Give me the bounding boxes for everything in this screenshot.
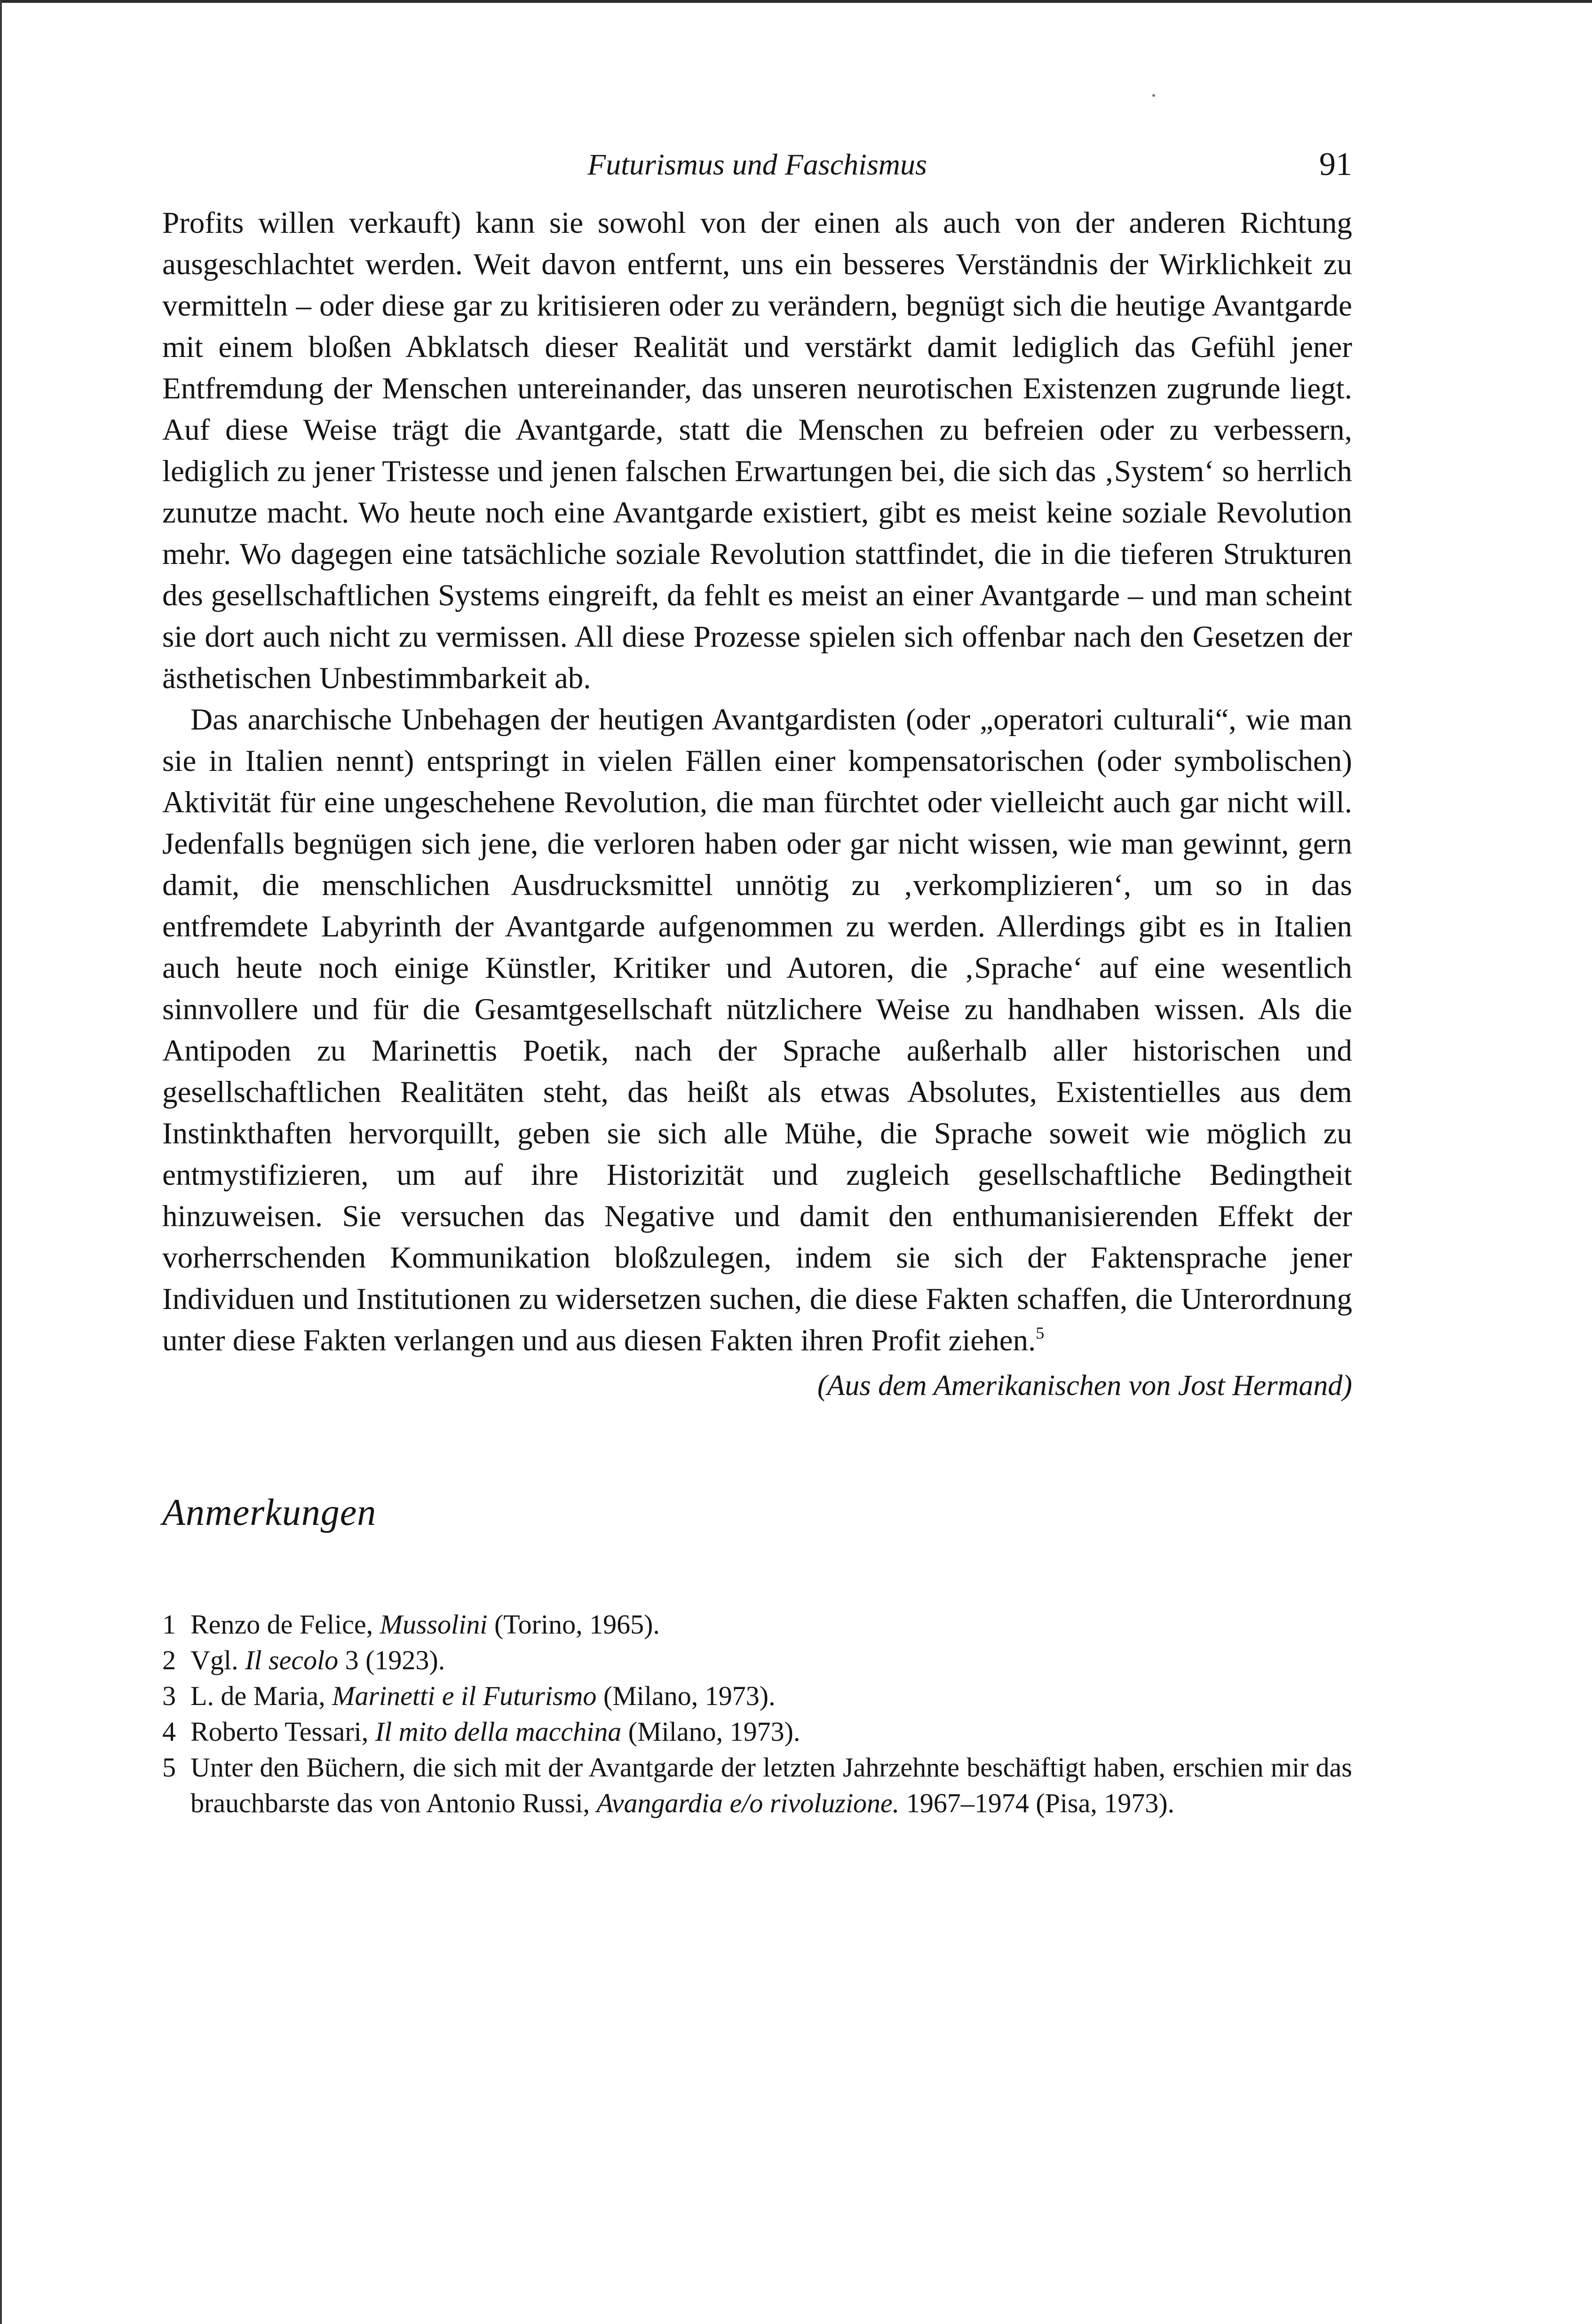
book-page [162, 136, 1352, 1821]
note-text-after: 1967–1974 (Pisa, 1973). [899, 1788, 1175, 1818]
running-head [162, 136, 1352, 202]
running-title: Futurismus und Faschismus [587, 148, 927, 181]
scan-speck [1152, 94, 1155, 97]
note-text [190, 1752, 1352, 1818]
note-item [162, 1714, 1352, 1750]
note-text-before: Unter den Büchern, die sich mit der Avantgarde der letzten Jahrzehnte beschäftigt haben, erschien mir das brauchbarste das von Antonio Russi, [190, 1752, 1352, 1818]
note-number: 4 [162, 1716, 176, 1747]
note-number: 5 [162, 1752, 176, 1783]
note-text-before: Roberto Tessari, [190, 1716, 375, 1747]
note-item [162, 1642, 1352, 1678]
note-title: Avangardia e/o rivoluzione. [596, 1788, 900, 1818]
note-item [162, 1607, 1352, 1642]
paragraph-2-text: Das anarchische Unbehagen der heutigen Avantgardisten (oder „operatori culturali“, wie man sie in Italien nennt) entspringt in vielen Fällen einer kompensatorischen (oder symbolischen) Aktivität für eine ungeschehene Revolution, die man fürchtet oder vielleicht auch gar nicht will. Jedenfalls begnügen sich jene, die verloren haben oder gar nicht wissen, wie man gewinnt, gern damit, die menschlichen Ausdrucksmittel unnötig zu ‚verkomplizieren‘, um so in das entfremdete Labyrinth der Avantgarde aufgenommen zu werden. Allerdings gibt es in Italien auch heute noch einige Künstler, Kritiker und Autoren, die ‚Sprache‘ auf eine wesentlich sinnvollere und für die Gesamtgesellschaft nützlichere Weise zu handhaben wissen. Als die Antipoden zu Marinettis Poetik, nach der Sprache außerhalb aller historischen und gesellschaftlichen Realitäten steht, das heißt als etwas Absolutes, Existentielles aus dem Instinkthaften hervorquillt, geben sie sich alle Mühe, die Sprache soweit wie möglich zu entmystifizieren, um auf ihre Historizität und zugleich gesellschaftliche Bedingtheit hinzuweisen. Sie versuchen das Negative und damit den enthumanisierenden Effekt der vorherrschenden Kommunikation bloßzulegen, indem sie sich der Faktensprache jener Individuen und Institutionen zu widersetzen suchen, die diese Fakten schaffen, die Unterordnung unter diese Fakten verlangen und aus diesen Fakten ihren Profit ziehen. [162, 703, 1352, 1357]
body-text [162, 202, 1352, 1406]
note-text [190, 1716, 800, 1747]
note-title: Il mito della macchina [375, 1716, 622, 1747]
scan-edge-top [0, 0, 1592, 3]
note-text [190, 1681, 776, 1711]
note-item [162, 1678, 1352, 1714]
page-number: 91 [1319, 146, 1352, 182]
notes-list [162, 1607, 1352, 1821]
note-text-after: (Milano, 1973). [596, 1681, 776, 1711]
note-title: Il secolo [245, 1645, 339, 1675]
note-item [162, 1750, 1352, 1821]
note-number: 3 [162, 1681, 176, 1711]
paragraph-2 [162, 699, 1352, 1361]
note-number: 1 [162, 1609, 176, 1640]
note-number: 2 [162, 1645, 176, 1675]
note-text-before: L. de Maria, [190, 1681, 333, 1711]
note-text [190, 1609, 660, 1640]
note-text [190, 1645, 445, 1675]
paragraph-1: Profits willen verkauft) kann sie sowohl von der einen als auch von der anderen Richtung ausgeschlachtet werden. Weit davon entfernt, uns ein besseres Verständnis der Wirklichkeit zu vermitteln – oder diese gar zu kritisieren oder zu verändern, begnügt sich die heutige Avantgarde mit einem bloßen Abklatsch dieser Realität und verstärkt damit lediglich das Gefühl jener Entfremdung der Menschen untereinander, das unseren neurotischen Existenzen zugrunde liegt. Auf diese Weise trägt die Avantgarde, statt die Menschen zu befreien oder zu verbessern, lediglich zu jener Tristesse und jenen falschen Erwartungen bei, die sich das ‚System‘ so herrlich zunutze macht. Wo heute noch eine Avantgarde existiert, gibt es meist keine soziale Revolution mehr. Wo dagegen eine tatsächliche soziale Revolution stattfindet, die in die tieferen Strukturen des gesellschaftlichen Systems eingreift, da fehlt es meist an einer Avantgarde – und man scheint sie dort auch nicht zu vermissen. All diese Prozesse spielen sich offenbar nach den Gesetzen der ästhetischen Unbestimmbarkeit ab. [162, 206, 1352, 695]
note-title: Marinetti e il Futurismo [332, 1681, 597, 1711]
footnote-ref-5: 5 [1036, 1324, 1045, 1342]
note-text-after: 3 (1923). [338, 1645, 445, 1675]
note-text-before: Vgl. [190, 1645, 245, 1675]
translator-credit: (Aus dem Amerikanischen von Jost Hermand) [817, 1370, 1352, 1402]
note-title: Mussolini [380, 1609, 488, 1640]
note-text-after: (Milano, 1973). [621, 1716, 800, 1747]
notes-heading: Anmerkungen [162, 1492, 377, 1533]
note-text-after: (Torino, 1965). [487, 1609, 660, 1640]
note-text-before: Renzo de Felice, [190, 1609, 380, 1640]
scan-edge-left [0, 0, 2, 2324]
